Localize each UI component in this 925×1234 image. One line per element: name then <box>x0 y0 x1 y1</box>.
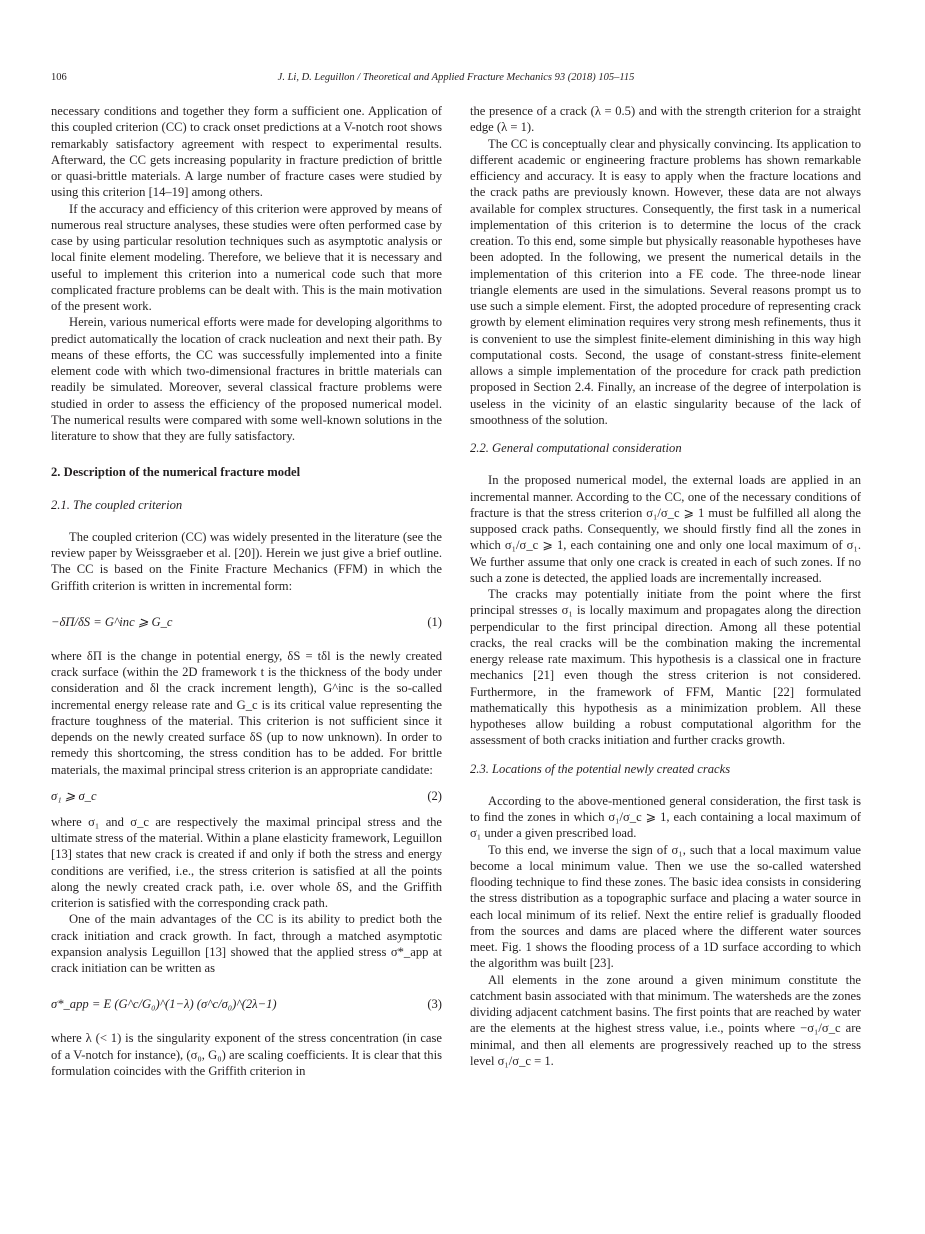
equation-expression: σ*_app = E (G^c/G₀)^(1−λ) (σ^c/σ₀)^(2λ−1) <box>51 997 277 1012</box>
equation-1 <box>51 604 442 640</box>
equation-2 <box>51 786 442 808</box>
paragraph: If the accuracy and efficiency of this criterion were approved by means of numerous real structure analyses, these studies were often performed case by case by using particular resolution techniques such as asymptotic analysis or local finite element modeling. Therefore, we believe that it is necessary and useful to implement this criterion into a numerical code such that more complicated fracture problems can be dealt with. This is the main motivation of the present work. <box>51 201 442 313</box>
page-header <box>51 72 861 88</box>
paragraph: The CC is conceptually clear and physically convincing. Its application to different academic or engineering fracture problems has shown remarkable efficiency and accuracy. It is easy to apply when the fracture locations and the crack paths are previously known. However, these data are not always available for complex structures. Consequently, the first task in a numerical implementation of this criterion is to determine the locus of the crack creation. To this end, some simple but physically reasonable hypotheses have been adopted. In the following, we present the numerical details in the implementation of this criterion into a FE code. The three-node linear triangle elements are used in the simulations. Several reasons prompt us to use such a simple element. First, the adopted procedure of representing crack growth by element elimination requires very strong mesh refinements, thus it is convenient to use the simplest finite-element diminishing in this way high computational costs. Second, the usage of constant-stress finite-element allows a simple implementation of the procedure for crack path prediction proposed in Section 2.4. Finally, an increase of the degree of interpolation is useless in the vicinity of an elastic singularity because of the lack of smoothness of the solution. <box>470 136 861 427</box>
paragraph: Herein, various numerical efforts were made for developing algorithms to predict automatically the location of crack nucleation and next their path. By means of these efforts, the CC was successfully implemented into a finite element code with which two-dimensional fractures in brittle materials can readily be simulated. Moreover, several classical fracture problems were studied in order to assess the efficiency of the proposed numerical model. The numerical results were compared with some well-known solutions in the literature to show that they are fully satisfactory. <box>51 315 442 443</box>
subsection-heading: 2.2. General computational consideration <box>470 441 682 455</box>
equation-expression: σ₁ ⩾ σ_c <box>51 788 97 803</box>
equation-number: (2) <box>427 788 442 803</box>
section-heading: 2. Description of the numerical fracture model <box>51 465 301 480</box>
subsection-heading: 2.3. Locations of the potential newly created cracks <box>470 761 731 776</box>
subsection-heading: 2.1. The coupled criterion <box>51 497 183 512</box>
paragraph: According to the above-mentioned general consideration, the first task is to find the zones in which σ₁/σ_c ⩾ 1, each containing a local maximum of σ₁ under a given prescribed load. <box>470 793 861 841</box>
paragraph: The coupled criterion (CC) was widely presented in the literature (see the review paper by Weissgraeber et al. [20]). Herein we just give a brief outline. The CC is based on the Finite Fracture Mechanics (FFM) in which the Griffith criterion is written in incremental form: <box>51 529 442 593</box>
paragraph: where λ (< 1) is the singularity exponent of the stress concentration (in case of a V-notch for instance), (σ₀, G₀) are scaling coefficients. It is clear that this formulation coincides with the Griffith criterion in <box>51 1031 442 1078</box>
paragraph: To this end, we inverse the sign of σ₁, such that a local maximum value become a local minimum value. Then we use the so-called watershed flooding technique to find these zones. The basic idea consists in considering the stress distribution as a topographic surface and placing a water source in each local minimum of its relief. Next the entire relief is gradually flooded from the sources and dams are placed where the different water sources meet. Fig. 1 shows the flooding process of a 1D surface according to which the algorithm was built [23]. <box>470 842 861 971</box>
running-title: J. Li, D. Leguillon / Theoretical and Applied Fracture Mechanics 93 (2018) 105–115 <box>277 72 635 83</box>
paragraph: where δΠ is the change in potential energy, δS = tδl is the newly created crack surface (within the 2D framework t is the thickness of the body under consideration and δl the crack increment length), G^inc is the so-called incremental energy release rate and G_c is its critical value representing the fracture toughness of the material. This criterion is not sufficient since it depends on the newly created surface δS (up to now unknown). In order to remedy this shortcoming, the stress condition has to be added. For brittle materials, the maximal principal stress criterion is an appropriate candidate: <box>51 648 442 777</box>
left-column <box>51 103 442 1079</box>
equation-expression: −δΠ/δS = G^inc ⩾ G_c <box>51 614 173 629</box>
right-column <box>470 103 861 1069</box>
equation-3 <box>51 986 442 1022</box>
equation-number: (1) <box>427 614 442 629</box>
paragraph: the presence of a crack (λ = 0.5) and with the strength criterion for a straight edge (λ = 1). <box>470 104 861 135</box>
paragraph: In the proposed numerical model, the external loads are applied in an incremental manner. According to the CC, one of the necessary conditions of fracture is that the stress criterion σ₁/σ_c ⩾ 1 must be fulfilled all along the supposed crack paths. Consequently, we should firstly find all the zones in which σ₁/σ_c ⩾ 1, each containing one and only one local maximum of σ₁. We further assume that only one crack is created in each of such zones. If no such a zone is detected, the applied loads are incrementally increased. <box>470 473 861 585</box>
page-number: 106 <box>51 72 67 83</box>
paragraph: where σ₁ and σ_c are respectively the maximal principal stress and the ultimate stress of the material. Within a plane elasticity framework, Leguillon [13] states that new crack is created if and only if both the stress and energy conditions are verified, i.e., the stress criterion is satisfied at all the points along the newly created crack path, i.e. over whole δS, and the Griffith criterion is satisfied with the corresponding crack path. <box>51 814 442 910</box>
paragraph: All elements in the zone around a given minimum constitute the catchment basin associated with that minimum. The watersheds are the zones dividing adjacent catchment basins. The first points that are reached by water are the elements at the highest stress value, i.e., points where −σ₁/σ_c are minimal, and then all elements are progressively reached up to the stress level σ₁/σ_c = 1. <box>470 972 861 1068</box>
paragraph: One of the main advantages of the CC is its ability to predict both the crack initiation and crack growth. In fact, through a matched asymptotic expansion analysis Leguillon [13] showed that the applied stress σ*_app at crack initiation can be written as <box>51 912 442 975</box>
equation-number: (3) <box>427 997 442 1012</box>
paragraph: necessary conditions and together they form a sufficient one. Application of this coupled criterion (CC) to crack onset predictions at a V-notch root shows remarkably satisfactory agreement with respect to experimental results. Afterward, the CC gets increasing popularity in fracture prediction of brittle or quasi-brittle materials. A large number of fracture cases were studied by using this criterion [14–19] among others. <box>51 104 442 200</box>
paragraph: The cracks may potentially initiate from the point where the first principal stresses σ₁ is locally maximum and propagates along the direction perpendicular to the first principal direction. Among all these potential cracks, the real cracks will be the combination making the incremental energy release rate maximum. This hypothesis is a classical one in fracture mechanics [21] even though the stress criterion is not considered. Furthermore, in the framework of FFM, Mantic [22] formulated mathematically this hypothesis as a minimization problem. All these hypotheses allow building a robust computational algorithm for the assessment of both cracks initiation and further cracks growth. <box>470 587 861 748</box>
